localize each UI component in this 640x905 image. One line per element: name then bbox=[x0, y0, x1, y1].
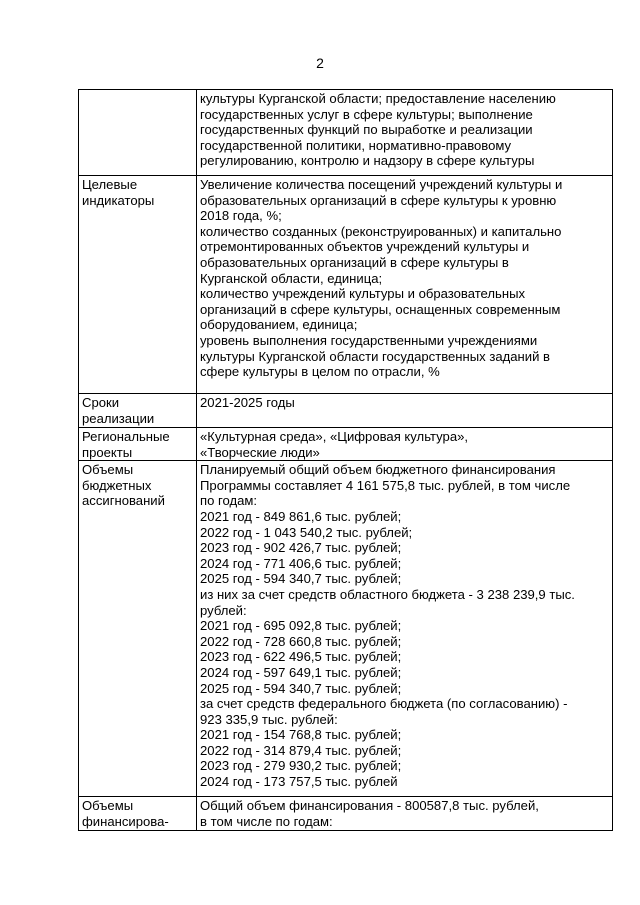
content-line: в том числе по годам: bbox=[200, 813, 333, 829]
content-line: 2024 год - 173 757,5 тыс. рублей bbox=[200, 774, 398, 790]
content-line: Курганской области, единица; bbox=[200, 270, 383, 286]
content-line: 2025 год - 594 340,7 тыс. рублей; bbox=[200, 680, 402, 696]
table-row-implementation-period bbox=[79, 394, 613, 428]
row-label-cell bbox=[79, 797, 197, 831]
content-line: Общий объем финансирования - 800587,8 тыс. рублей, bbox=[200, 798, 539, 814]
content-line: 2021-2025 годы bbox=[200, 395, 295, 410]
content-line: за счет средств федерального бюджета (по согласованию) - bbox=[200, 696, 568, 712]
content-line: 2023 год - 279 930,2 тыс. рублей; bbox=[200, 758, 402, 774]
content-line: 2024 год - 771 406,6 тыс. рублей; bbox=[200, 555, 402, 571]
content-line: 2025 год - 594 340,7 тыс. рублей; bbox=[200, 571, 402, 587]
content-line: государственной политики, нормативно-правовому bbox=[200, 137, 512, 153]
content-line: 2021 год - 849 861,6 тыс. рублей; bbox=[200, 508, 402, 524]
content-line: «Творческие люди» bbox=[200, 444, 320, 460]
content-line: 2021 год - 695 092,8 тыс. рублей; bbox=[200, 618, 402, 634]
content-line: по годам: bbox=[200, 493, 258, 509]
row-label-line: Сроки bbox=[82, 395, 120, 410]
content-line: культуры Курганской области; предоставление населению bbox=[200, 91, 556, 106]
row-content-cell bbox=[197, 90, 613, 176]
content-line: организаций в сфере культуры, оснащенных современным bbox=[200, 301, 561, 317]
row-label-cell bbox=[79, 428, 197, 461]
row-label-line: финансирова- bbox=[82, 813, 169, 829]
content-line: Планируемый общий объем бюджетного финансирования bbox=[200, 462, 556, 478]
table-row-target-indicators bbox=[79, 176, 613, 394]
content-line: образовательных организаций в сфере культуры к уровню bbox=[200, 192, 557, 208]
content-line: 2023 год - 622 496,5 тыс. рублей; bbox=[200, 649, 402, 665]
content-line: из них за счет средств областного бюджета - 3 238 239,9 тыс. bbox=[200, 586, 575, 602]
row-label-line: проекты bbox=[82, 444, 133, 460]
content-line: количество учреждений культуры и образовательных bbox=[200, 286, 526, 302]
content-line: оборудованием, единица; bbox=[200, 317, 358, 333]
content-line: 2022 год - 1 043 540,2 тыс. рублей; bbox=[200, 524, 413, 540]
row-label-cell bbox=[79, 90, 197, 176]
content-line: 2022 год - 314 879,4 тыс. рублей; bbox=[200, 742, 402, 758]
row-content-cell bbox=[197, 394, 613, 428]
row-label-line: Целевые bbox=[82, 177, 138, 192]
row-content-cell bbox=[197, 797, 613, 831]
content-line: «Культурная среда», «Цифровая культура», bbox=[200, 429, 469, 444]
row-label-line: Региональные bbox=[82, 429, 170, 444]
content-line: 2024 год - 597 649,1 тыс. рублей; bbox=[200, 664, 402, 680]
content-line: 2022 год - 728 660,8 тыс. рублей; bbox=[200, 633, 402, 649]
row-content-cell bbox=[197, 428, 613, 461]
content-line: 2018 года, %; bbox=[200, 208, 282, 224]
content-line: 2023 год - 902 426,7 тыс. рублей; bbox=[200, 540, 402, 556]
content-line: отремонтированных объектов учреждений культуры и bbox=[200, 239, 530, 255]
program-passport-table bbox=[78, 89, 613, 831]
content-line: культуры Курганской области государственных заданий в bbox=[200, 348, 551, 364]
row-label-line: ассигнований bbox=[82, 493, 165, 509]
content-line: 2021 год - 154 768,8 тыс. рублей; bbox=[200, 727, 402, 743]
content-line: Программы составляет 4 161 575,8 тыс. рублей, в том числе bbox=[200, 477, 571, 493]
content-line: Увеличение количества посещений учреждений культуры и bbox=[200, 177, 563, 192]
content-line: сфере культуры в целом по отрасли, % bbox=[200, 364, 440, 380]
content-line: уровень выполнения государственными учреждениями bbox=[200, 332, 538, 348]
row-label-cell bbox=[79, 176, 197, 394]
content-line: количество созданных (реконструированных) и капитально bbox=[200, 223, 562, 239]
row-label-line: индикаторы bbox=[82, 192, 155, 208]
content-line: государственных функций по выработке и реализации bbox=[200, 122, 533, 138]
content-line: регулированию, контролю и надзору в сфере культуры bbox=[200, 153, 535, 169]
table-row-tasks-continuation bbox=[79, 90, 613, 176]
row-label-line: Объемы bbox=[82, 462, 134, 478]
row-label-line: Объемы bbox=[82, 798, 134, 814]
row-label-line: реализации bbox=[82, 410, 155, 426]
table-row-regional-projects bbox=[79, 428, 613, 461]
row-content-cell bbox=[197, 176, 613, 394]
content-line: 923 335,9 тыс. рублей: bbox=[200, 711, 338, 727]
page-number: 2 bbox=[316, 55, 324, 71]
content-line: государственных услуг в сфере культуры; выполнение bbox=[200, 106, 533, 122]
content-line: образовательных организаций в сфере культуры в bbox=[200, 254, 509, 270]
content-line: рублей: bbox=[200, 602, 247, 618]
row-content-cell bbox=[197, 461, 613, 797]
row-label-line: бюджетных bbox=[82, 477, 152, 493]
table-row-financing-volumes bbox=[79, 797, 613, 831]
table-row-budget-allocations bbox=[79, 461, 613, 797]
row-label-cell bbox=[79, 394, 197, 428]
row-label-cell bbox=[79, 461, 197, 797]
